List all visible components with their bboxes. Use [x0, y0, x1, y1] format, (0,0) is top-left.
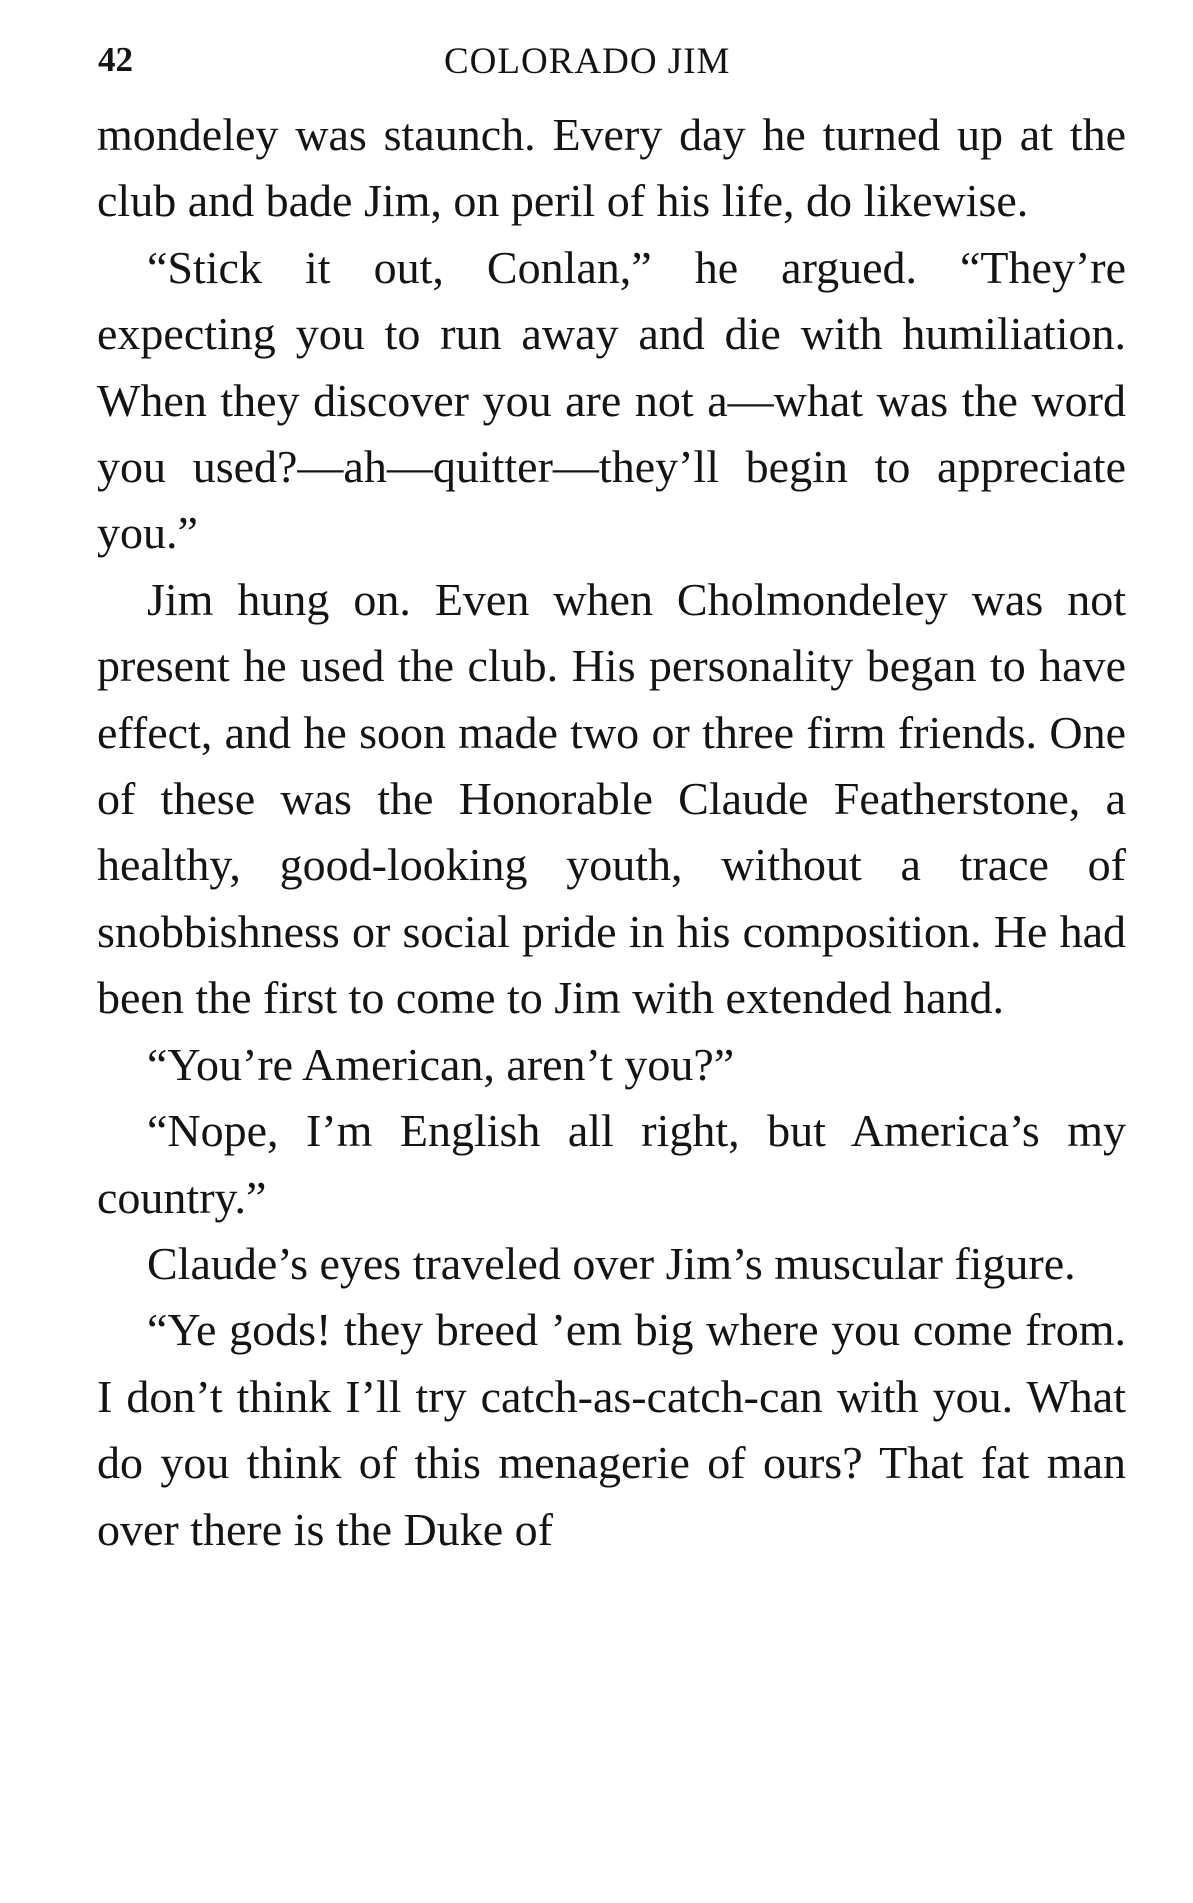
paragraph: “Nope, I’m English all right, but America’s my country.” [97, 1105, 1126, 1223]
page-number: 42 [98, 40, 133, 79]
page-header [98, 40, 1128, 90]
running-title: COLORADO JIM [444, 41, 731, 82]
paragraph: Jim hung on. Even when Cholmondeley was not present he used the club. His personality began to have effect, and he soon made two or three firm friends. One of these was the Honorable Claude Featherstone, a healthy, good-looking youth, without a trace of snobbishness or social pride in his composition. He had been the first to come to Jim with extended hand. [97, 573, 1126, 1024]
paragraph: “Stick it out, Conlan,” he argued. “They’re expecting you to run away and die with humiliation. When they discover you are not a—what was the word you used?—ah—quitter—they’ll begin to appreciate you.” [97, 241, 1126, 559]
paragraph: “You’re American, aren’t you?” [147, 1038, 735, 1090]
paragraph-continued: mondeley was staunch. Every day he turned up at the club and bade Jim, on peril of his life, do likewise. [97, 109, 1126, 227]
paragraph: Claude’s eyes traveled over Jim’s muscular figure. [147, 1237, 1076, 1289]
paragraph: “Ye gods! they breed ’em big where you come from. I don’t think I’ll try catch-as-catch-can with you. What do you think of this menagerie of ours? That fat man over there is the Duke of [97, 1304, 1126, 1555]
body-text [97, 102, 1126, 1563]
